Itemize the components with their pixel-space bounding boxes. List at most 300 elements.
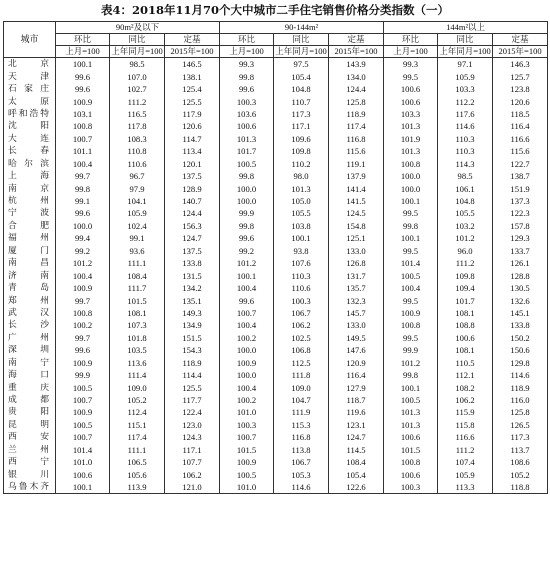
index-value-cell: 105.9 <box>438 468 493 480</box>
index-value-cell: 111.1 <box>110 444 165 456</box>
index-value-cell: 100.9 <box>220 456 274 468</box>
index-value-cell: 100.3 <box>384 481 438 494</box>
index-value-cell: 118.9 <box>493 381 548 393</box>
index-value-cell: 115.6 <box>329 145 384 157</box>
city-name-cell: 长沙 <box>4 319 56 331</box>
index-value-cell: 99.7 <box>56 170 110 182</box>
index-value-cell: 117.4 <box>329 120 384 132</box>
index-value-cell: 111.1 <box>110 257 165 269</box>
table-title: 表4：2018年11月70个大中城市二手住宅销售价格分类指数（一） <box>100 3 449 17</box>
metric-header: 环比 <box>56 34 110 46</box>
index-value-cell: 101.2 <box>384 357 438 369</box>
index-value-cell: 99.6 <box>220 294 274 306</box>
table-row <box>4 444 548 456</box>
index-value-cell: 100.7 <box>220 431 274 443</box>
index-value-cell: 111.7 <box>110 282 165 294</box>
index-value-cell: 147.6 <box>329 344 384 356</box>
index-value-cell: 98.5 <box>438 170 493 182</box>
index-value-cell: 129.8 <box>493 357 548 369</box>
index-value-cell: 97.9 <box>110 182 165 194</box>
city-name-cell: 郑州 <box>4 294 56 306</box>
city-name-cell: 武汉 <box>4 307 56 319</box>
metric-header: 定基 <box>493 34 548 46</box>
index-value-cell: 99.7 <box>56 294 110 306</box>
index-value-cell: 150.2 <box>493 332 548 344</box>
index-value-cell: 100.6 <box>384 468 438 480</box>
index-value-cell: 101.9 <box>384 133 438 145</box>
index-value-cell: 100.5 <box>56 381 110 393</box>
metric-header: 同比 <box>110 34 165 46</box>
header-row-metrics <box>4 34 548 46</box>
index-value-cell: 101.7 <box>438 294 493 306</box>
index-value-cell: 106.2 <box>165 468 220 480</box>
table-row <box>4 319 548 331</box>
index-value-cell: 110.2 <box>274 158 329 170</box>
index-value-cell: 134.2 <box>165 282 220 294</box>
index-value-cell: 156.3 <box>165 220 220 232</box>
index-value-cell: 138.7 <box>493 170 548 182</box>
index-value-cell: 114.4 <box>165 369 220 381</box>
index-value-cell: 107.0 <box>110 70 165 82</box>
index-value-cell: 145.7 <box>329 307 384 319</box>
index-value-cell: 129.3 <box>493 232 548 244</box>
index-value-cell: 101.0 <box>220 481 274 494</box>
index-value-cell: 105.9 <box>438 70 493 82</box>
index-value-cell: 115.9 <box>438 406 493 418</box>
city-name-cell: 呼和浩特 <box>4 108 56 120</box>
index-value-cell: 113.7 <box>493 444 548 456</box>
index-value-cell: 100.4 <box>220 282 274 294</box>
index-value-cell: 100.1 <box>384 232 438 244</box>
index-value-cell: 122.4 <box>165 406 220 418</box>
city-name-cell: 昆明 <box>4 419 56 431</box>
index-value-cell: 110.5 <box>438 357 493 369</box>
index-value-cell: 103.3 <box>438 83 493 95</box>
table-row <box>4 381 548 393</box>
index-value-cell: 104.8 <box>438 195 493 207</box>
index-value-cell: 105.5 <box>274 207 329 219</box>
index-value-cell: 106.2 <box>274 319 329 331</box>
city-name-cell: 西宁 <box>4 456 56 468</box>
index-value-cell: 114.5 <box>329 444 384 456</box>
index-value-cell: 100.9 <box>56 406 110 418</box>
table-row <box>4 170 548 182</box>
group-header-medium: 90-144m² <box>220 22 384 34</box>
index-value-cell: 135.1 <box>165 294 220 306</box>
index-value-cell: 100.5 <box>384 269 438 281</box>
index-value-cell: 99.8 <box>56 182 110 194</box>
index-value-cell: 99.6 <box>56 83 110 95</box>
index-value-cell: 116.4 <box>329 369 384 381</box>
group-header-small: 90m²及以下 <box>56 22 220 34</box>
index-value-cell: 104.7 <box>274 394 329 406</box>
index-value-cell: 101.4 <box>384 257 438 269</box>
index-value-cell: 115.6 <box>493 145 548 157</box>
index-value-cell: 100.3 <box>220 419 274 431</box>
index-value-cell: 123.0 <box>165 419 220 431</box>
city-name-cell: 南昌 <box>4 257 56 269</box>
index-value-cell: 99.6 <box>220 83 274 95</box>
index-value-cell: 101.3 <box>384 120 438 132</box>
index-value-cell: 99.4 <box>56 232 110 244</box>
city-name-cell: 深圳 <box>4 344 56 356</box>
city-name-cell: 成都 <box>4 394 56 406</box>
table-row <box>4 282 548 294</box>
index-value-cell: 112.4 <box>110 406 165 418</box>
index-value-cell: 98.5 <box>110 58 165 71</box>
index-value-cell: 101.3 <box>384 406 438 418</box>
index-value-cell: 109.8 <box>274 145 329 157</box>
index-value-cell: 124.3 <box>165 431 220 443</box>
city-name-cell: 海口 <box>4 369 56 381</box>
index-value-cell: 110.3 <box>274 269 329 281</box>
index-value-cell: 101.0 <box>56 456 110 468</box>
table-row <box>4 406 548 418</box>
index-value-cell: 101.4 <box>56 444 110 456</box>
index-value-cell: 100.2 <box>220 394 274 406</box>
index-value-cell: 103.8 <box>274 220 329 232</box>
city-name-cell: 兰州 <box>4 444 56 456</box>
index-value-cell: 96.7 <box>110 170 165 182</box>
index-value-cell: 149.3 <box>165 307 220 319</box>
index-value-cell: 120.1 <box>165 158 220 170</box>
index-value-cell: 101.7 <box>220 145 274 157</box>
index-value-cell: 100.6 <box>384 83 438 95</box>
header-row-bases <box>4 46 548 58</box>
index-value-cell: 102.5 <box>274 332 329 344</box>
table-row <box>4 70 548 82</box>
table-row <box>4 245 548 257</box>
table-row <box>4 357 548 369</box>
city-name-cell: 上海 <box>4 170 56 182</box>
table-row <box>4 307 548 319</box>
index-value-cell: 108.8 <box>438 319 493 331</box>
index-value-cell: 149.5 <box>329 332 384 344</box>
table-row <box>4 83 548 95</box>
index-value-cell: 101.3 <box>384 145 438 157</box>
index-value-cell: 117.6 <box>438 108 493 120</box>
table-row <box>4 108 548 120</box>
index-value-cell: 97.5 <box>274 58 329 71</box>
index-value-cell: 137.3 <box>493 195 548 207</box>
metric-header: 环比 <box>384 34 438 46</box>
index-value-cell: 99.5 <box>384 207 438 219</box>
index-value-cell: 101.1 <box>56 145 110 157</box>
table-row <box>4 133 548 145</box>
metric-header: 同比 <box>438 34 493 46</box>
index-value-cell: 140.7 <box>165 195 220 207</box>
index-value-cell: 100.7 <box>56 394 110 406</box>
index-value-cell: 134.9 <box>165 319 220 331</box>
index-value-cell: 100.1 <box>384 195 438 207</box>
city-name-cell: 长春 <box>4 145 56 157</box>
index-value-cell: 103.1 <box>56 108 110 120</box>
index-value-cell: 105.2 <box>110 394 165 406</box>
index-value-cell: 110.6 <box>274 282 329 294</box>
index-value-cell: 126.1 <box>493 257 548 269</box>
index-value-cell: 114.6 <box>493 369 548 381</box>
index-value-cell: 100.1 <box>274 232 329 244</box>
table-row <box>4 145 548 157</box>
index-value-cell: 102.4 <box>110 220 165 232</box>
index-value-cell: 97.1 <box>438 58 493 71</box>
index-value-cell: 100.9 <box>56 282 110 294</box>
index-value-cell: 115.8 <box>438 419 493 431</box>
city-name-cell: 石家庄 <box>4 83 56 95</box>
index-value-cell: 126.8 <box>329 257 384 269</box>
index-value-cell: 99.5 <box>384 294 438 306</box>
index-value-cell: 101.2 <box>438 232 493 244</box>
index-value-cell: 131.7 <box>329 269 384 281</box>
index-value-cell: 113.9 <box>110 481 165 494</box>
city-name-cell: 贵阳 <box>4 406 56 418</box>
table-row <box>4 120 548 132</box>
index-value-cell: 99.8 <box>220 70 274 82</box>
index-value-cell: 111.8 <box>274 369 329 381</box>
index-value-cell: 101.8 <box>110 332 165 344</box>
index-value-cell: 100.3 <box>220 95 274 107</box>
index-value-cell: 99.1 <box>110 232 165 244</box>
table-row <box>4 207 548 219</box>
index-value-cell: 103.6 <box>220 108 274 120</box>
index-value-cell: 137.5 <box>165 170 220 182</box>
table-row <box>4 369 548 381</box>
index-value-cell: 99.8 <box>220 220 274 232</box>
index-value-cell: 107.4 <box>438 456 493 468</box>
index-value-cell: 120.9 <box>329 357 384 369</box>
index-value-cell: 100.5 <box>220 158 274 170</box>
index-value-cell: 117.1 <box>165 444 220 456</box>
index-value-cell: 110.3 <box>438 133 493 145</box>
index-value-cell: 100.0 <box>220 369 274 381</box>
index-value-cell: 108.4 <box>110 269 165 281</box>
table-row <box>4 58 548 71</box>
base-header: 上月=100 <box>384 46 438 58</box>
index-value-cell: 131.5 <box>165 269 220 281</box>
index-value-cell: 124.5 <box>329 207 384 219</box>
index-value-cell: 116.0 <box>493 394 548 406</box>
index-value-cell: 99.2 <box>56 245 110 257</box>
index-value-cell: 105.9 <box>110 207 165 219</box>
index-value-cell: 99.2 <box>220 245 274 257</box>
city-name-cell: 西安 <box>4 431 56 443</box>
index-value-cell: 138.1 <box>165 70 220 82</box>
city-name-cell: 重庆 <box>4 381 56 393</box>
index-value-cell: 100.1 <box>220 269 274 281</box>
index-value-cell: 154.8 <box>329 220 384 232</box>
city-name-cell: 合肥 <box>4 220 56 232</box>
index-value-cell: 99.3 <box>384 58 438 71</box>
index-value-cell: 116.5 <box>110 108 165 120</box>
index-value-cell: 100.6 <box>384 431 438 443</box>
index-value-cell: 100.8 <box>56 120 110 132</box>
index-value-cell: 99.9 <box>384 344 438 356</box>
index-value-cell: 113.4 <box>165 145 220 157</box>
index-value-cell: 93.6 <box>110 245 165 257</box>
index-value-cell: 115.1 <box>110 419 165 431</box>
index-value-cell: 133.0 <box>329 245 384 257</box>
index-value-cell: 110.3 <box>438 145 493 157</box>
table-row <box>4 158 548 170</box>
city-name-cell: 广州 <box>4 332 56 344</box>
index-value-cell: 117.3 <box>274 108 329 120</box>
city-name-cell: 青岛 <box>4 282 56 294</box>
index-value-cell: 100.6 <box>438 332 493 344</box>
city-name-cell: 大连 <box>4 133 56 145</box>
index-value-cell: 99.6 <box>56 70 110 82</box>
index-value-cell: 108.1 <box>110 307 165 319</box>
index-value-cell: 100.9 <box>56 357 110 369</box>
index-value-cell: 102.7 <box>110 83 165 95</box>
index-value-cell: 100.5 <box>220 468 274 480</box>
index-value-cell: 114.7 <box>165 133 220 145</box>
table-row <box>4 431 548 443</box>
base-header: 2015年=100 <box>493 46 548 58</box>
index-value-cell: 114.6 <box>438 120 493 132</box>
index-value-cell: 108.1 <box>438 307 493 319</box>
index-value-cell: 157.8 <box>493 220 548 232</box>
table-row <box>4 257 548 269</box>
index-value-cell: 101.3 <box>274 182 329 194</box>
index-value-cell: 99.5 <box>384 70 438 82</box>
table-row <box>4 95 548 107</box>
index-value-cell: 103.2 <box>438 220 493 232</box>
index-value-cell: 100.8 <box>384 319 438 331</box>
index-value-cell: 101.0 <box>220 406 274 418</box>
index-value-cell: 100.5 <box>56 419 110 431</box>
index-value-cell: 114.3 <box>438 158 493 170</box>
index-value-cell: 100.4 <box>220 319 274 331</box>
index-value-cell: 100.1 <box>56 481 110 494</box>
index-value-cell: 104.1 <box>110 195 165 207</box>
index-value-cell: 104.8 <box>274 83 329 95</box>
index-value-cell: 137.5 <box>165 245 220 257</box>
index-value-cell: 100.0 <box>220 182 274 194</box>
index-value-cell: 117.3 <box>493 431 548 443</box>
index-value-cell: 103.3 <box>384 108 438 120</box>
index-value-cell: 116.4 <box>493 120 548 132</box>
index-value-cell: 100.1 <box>384 381 438 393</box>
index-value-cell: 103.5 <box>110 344 165 356</box>
index-value-cell: 106.7 <box>274 456 329 468</box>
city-name-cell: 福州 <box>4 232 56 244</box>
table-row <box>4 332 548 344</box>
index-value-cell: 100.0 <box>384 182 438 194</box>
index-value-cell: 99.8 <box>220 170 274 182</box>
index-value-cell: 128.9 <box>165 182 220 194</box>
index-value-cell: 124.4 <box>165 207 220 219</box>
base-header: 2015年=100 <box>165 46 220 58</box>
index-value-cell: 119.6 <box>329 406 384 418</box>
index-value-cell: 100.6 <box>220 120 274 132</box>
index-value-cell: 106.8 <box>274 344 329 356</box>
index-value-cell: 101.5 <box>110 294 165 306</box>
index-value-cell: 108.1 <box>438 344 493 356</box>
index-value-cell: 100.0 <box>384 170 438 182</box>
index-value-cell: 101.5 <box>220 444 274 456</box>
index-value-cell: 107.6 <box>274 257 329 269</box>
index-value-cell: 130.5 <box>493 282 548 294</box>
city-name-cell: 宁波 <box>4 207 56 219</box>
table-row <box>4 195 548 207</box>
index-value-cell: 133.7 <box>493 245 548 257</box>
index-value-cell: 124.7 <box>329 431 384 443</box>
index-value-cell: 113.6 <box>110 357 165 369</box>
index-value-cell: 101.2 <box>56 257 110 269</box>
city-name-cell: 厦门 <box>4 245 56 257</box>
index-value-cell: 101.3 <box>220 133 274 145</box>
index-value-cell: 110.7 <box>274 95 329 107</box>
index-value-cell: 108.3 <box>110 133 165 145</box>
index-value-cell: 100.8 <box>384 158 438 170</box>
index-value-cell: 109.4 <box>438 282 493 294</box>
index-value-cell: 116.6 <box>438 431 493 443</box>
index-value-cell: 106.1 <box>438 182 493 194</box>
index-value-cell: 125.7 <box>493 70 548 82</box>
city-name-cell: 天津 <box>4 70 56 82</box>
metric-header: 同比 <box>274 34 329 46</box>
group-header-large: 144m²以上 <box>384 22 548 34</box>
city-column-header: 城市 <box>4 22 56 58</box>
index-value-cell: 99.3 <box>220 58 274 71</box>
index-value-cell: 99.1 <box>56 195 110 207</box>
header-row-groups <box>4 22 548 34</box>
index-value-cell: 105.0 <box>274 195 329 207</box>
city-name-cell: 沈阳 <box>4 120 56 132</box>
index-value-cell: 107.7 <box>165 456 220 468</box>
index-value-cell: 100.0 <box>220 195 274 207</box>
index-value-cell: 114.6 <box>274 481 329 494</box>
index-value-cell: 137.9 <box>329 170 384 182</box>
base-header: 上年同月=100 <box>111 46 163 56</box>
index-value-cell: 116.8 <box>329 133 384 145</box>
index-value-cell: 111.2 <box>438 444 493 456</box>
index-value-cell: 143.9 <box>329 58 384 71</box>
index-value-cell: 122.3 <box>493 207 548 219</box>
base-header: 上年同月=100 <box>439 46 491 56</box>
index-value-cell: 99.8 <box>384 220 438 232</box>
index-value-cell: 100.3 <box>274 294 329 306</box>
index-value-cell: 115.3 <box>274 419 329 431</box>
index-value-cell: 116.8 <box>274 431 329 443</box>
table-row <box>4 456 548 468</box>
index-value-cell: 106.2 <box>438 394 493 406</box>
index-value-cell: 111.2 <box>110 95 165 107</box>
index-value-cell: 105.2 <box>493 468 548 480</box>
city-name-cell: 太原 <box>4 95 56 107</box>
index-value-cell: 146.5 <box>165 58 220 71</box>
base-header: 上年同月=100 <box>275 46 327 56</box>
index-value-cell: 108.4 <box>329 456 384 468</box>
table-body <box>4 58 548 494</box>
table-row <box>4 182 548 194</box>
index-value-cell: 120.6 <box>165 120 220 132</box>
index-value-cell: 99.7 <box>56 332 110 344</box>
index-value-cell: 99.6 <box>220 232 274 244</box>
index-value-cell: 105.4 <box>329 468 384 480</box>
index-value-cell: 132.6 <box>493 294 548 306</box>
index-value-cell: 133.8 <box>165 257 220 269</box>
index-value-cell: 100.9 <box>220 357 274 369</box>
index-value-cell: 150.6 <box>493 344 548 356</box>
index-value-cell: 111.9 <box>274 406 329 418</box>
index-value-cell: 125.5 <box>165 95 220 107</box>
index-value-cell: 105.6 <box>110 468 165 480</box>
index-value-cell: 125.1 <box>329 232 384 244</box>
index-value-cell: 107.3 <box>110 319 165 331</box>
table-row <box>4 394 548 406</box>
index-value-cell: 112.1 <box>438 369 493 381</box>
